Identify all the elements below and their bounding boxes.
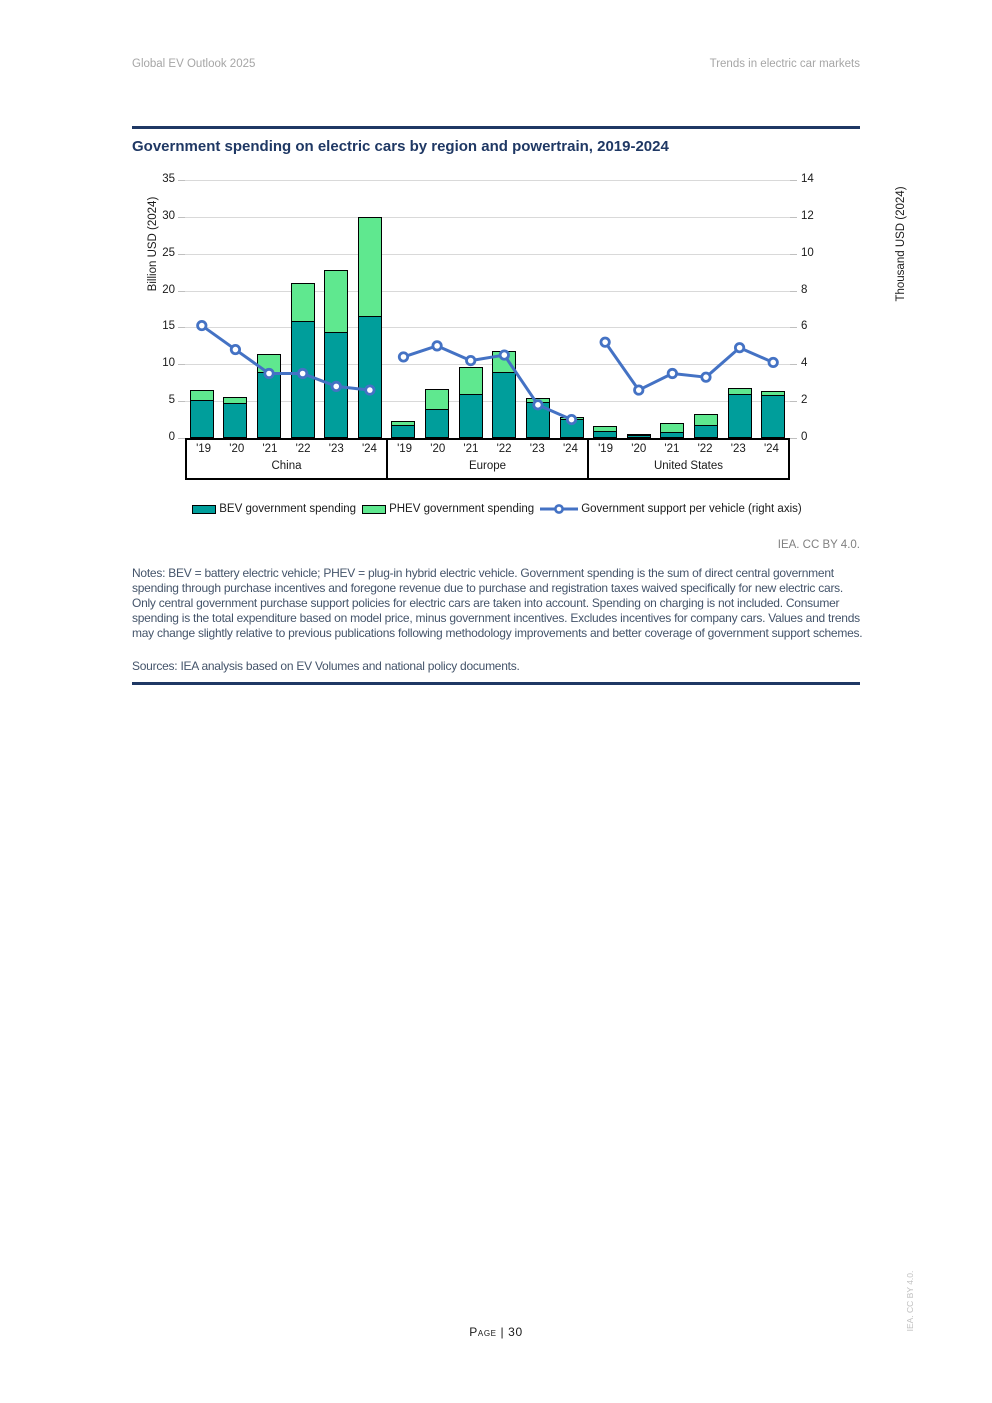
year-label: '23 — [730, 443, 746, 455]
legend-item — [540, 503, 802, 515]
axis-tick-right — [790, 401, 797, 402]
year-label: '23 — [529, 443, 545, 455]
year-label: '19 — [196, 443, 212, 455]
line-segment — [605, 342, 773, 390]
axis-tick-left — [178, 291, 185, 292]
chart-figure — [132, 165, 907, 495]
year-label: '21 — [463, 443, 479, 455]
right-axis-tick-label: 14 — [801, 173, 814, 185]
line-marker — [466, 356, 474, 364]
line-marker — [635, 386, 643, 394]
right-axis-tick-label: 6 — [801, 320, 808, 333]
year-label: '24 — [562, 443, 578, 455]
line-segment — [403, 346, 571, 420]
page-number: Page | 30 — [469, 1325, 523, 1339]
year-label: '24 — [763, 443, 779, 455]
header-right: Trends in electric car markets — [709, 58, 860, 70]
line-marker — [567, 415, 575, 423]
region-cell — [187, 440, 386, 478]
top-rule — [132, 126, 860, 129]
line-segment — [202, 326, 370, 391]
left-axis-tick-label: 10 — [162, 357, 175, 370]
left-axis-tick-label: 35 — [162, 173, 175, 185]
axis-tick-left — [178, 217, 185, 218]
year-label: '20 — [631, 443, 647, 455]
axis-tick-right — [790, 327, 797, 328]
legend-label: PHEV government spending — [389, 503, 535, 515]
left-axis-tick-label: 0 — [168, 431, 175, 443]
right-axis-title: Thousand USD (2024) — [895, 186, 907, 302]
region-cell — [587, 440, 788, 478]
left-axis-tick-label: 25 — [162, 246, 175, 259]
left-axis-tick-label: 30 — [162, 209, 175, 222]
right-axis-tick-label: 0 — [801, 431, 808, 443]
axis-tick-right — [790, 217, 797, 218]
region-cell — [386, 440, 587, 478]
side-credit-vertical: IEA. CC BY 4.0. — [905, 1270, 915, 1332]
bottom-rule — [132, 682, 860, 685]
year-label: '22 — [697, 443, 713, 455]
year-label: '24 — [361, 443, 377, 455]
region-label: United States — [653, 459, 724, 472]
year-label: '20 — [229, 443, 245, 455]
legend-item — [362, 503, 534, 515]
header-left: Global EV Outlook 2025 — [132, 58, 256, 70]
year-label: '19 — [397, 443, 413, 455]
line-marker — [265, 369, 273, 377]
left-axis-tick-label: 15 — [162, 320, 175, 333]
right-axis-tick-label: 2 — [801, 394, 808, 407]
right-axis-tick-label: 12 — [801, 209, 814, 222]
legend-label: Government support per vehicle (right axis) — [581, 503, 802, 515]
axis-tick-right — [790, 254, 797, 255]
year-label: '22 — [496, 443, 512, 455]
iea-license-credit: IEA. CC BY 4.0. — [777, 539, 860, 551]
line-marker — [231, 345, 239, 353]
year-label: '21 — [664, 443, 680, 455]
axis-tick-left — [178, 254, 185, 255]
axis-tick-right — [790, 291, 797, 292]
line-marker — [399, 353, 407, 361]
sources-text: Sources: IEA analysis based on EV Volumes and national policy documents. — [132, 659, 520, 673]
year-label: '21 — [262, 443, 278, 455]
line-marker — [198, 321, 206, 329]
line-marker — [769, 358, 777, 366]
legend-swatch — [362, 505, 386, 514]
line-marker — [298, 369, 306, 377]
legend-swatch — [192, 505, 216, 514]
notes-text: Notes: BEV = battery electric vehicle; PHEV = plug-in hybrid electric vehicle. Government spending is the sum of direct central government spending through purchase incentives and foregone revenue due to purchase and registration taxes waived specifically for new electric cars. Only central government purchase support policies for electric cars are taken into account. Spending on charging is not included. Consumer spending is the total expenditure based on model price, minus government incentives. Excludes incentives for company cars. Values and trends may change slightly relative to previous publications following methodology improvements and better coverage of government support schemes. — [132, 566, 863, 640]
year-label: '19 — [598, 443, 614, 455]
line-marker — [500, 351, 508, 359]
line-marker — [668, 369, 676, 377]
axis-tick-right — [790, 438, 797, 439]
right-axis-tick-label: 10 — [801, 246, 814, 259]
chart-legend — [132, 503, 862, 515]
axis-tick-left — [178, 327, 185, 328]
line-marker — [702, 373, 710, 381]
left-axis-tick-label: 5 — [168, 394, 175, 407]
left-axis-tick-label: 20 — [162, 283, 175, 296]
line-marker — [735, 344, 743, 352]
year-label: '23 — [328, 443, 344, 455]
left-axis-title: Billion USD (2024) — [147, 196, 159, 292]
region-label: China — [271, 459, 302, 472]
year-label: '20 — [430, 443, 446, 455]
category-axis — [185, 438, 790, 480]
year-label: '22 — [295, 443, 311, 455]
chart-title: Government spending on electric cars by region and powertrain, 2019-2024 — [132, 138, 669, 155]
right-axis-tick-label: 4 — [801, 357, 808, 370]
right-axis-tick-label: 8 — [801, 283, 808, 296]
legend-item — [192, 503, 356, 515]
support-per-vehicle-line — [185, 180, 790, 438]
line-marker — [601, 338, 609, 346]
line-marker — [332, 382, 340, 390]
line-marker — [534, 401, 542, 409]
legend-line-marker-icon — [540, 503, 578, 515]
axis-tick-left — [178, 364, 185, 365]
axis-tick-right — [790, 364, 797, 365]
line-marker — [433, 342, 441, 350]
line-marker — [366, 386, 374, 394]
axis-tick-right — [790, 180, 797, 181]
legend-label: BEV government spending — [219, 503, 357, 515]
region-label: Europe — [468, 459, 507, 472]
axis-tick-left — [178, 401, 185, 402]
axis-tick-left — [178, 180, 185, 181]
axis-tick-left — [178, 438, 185, 439]
